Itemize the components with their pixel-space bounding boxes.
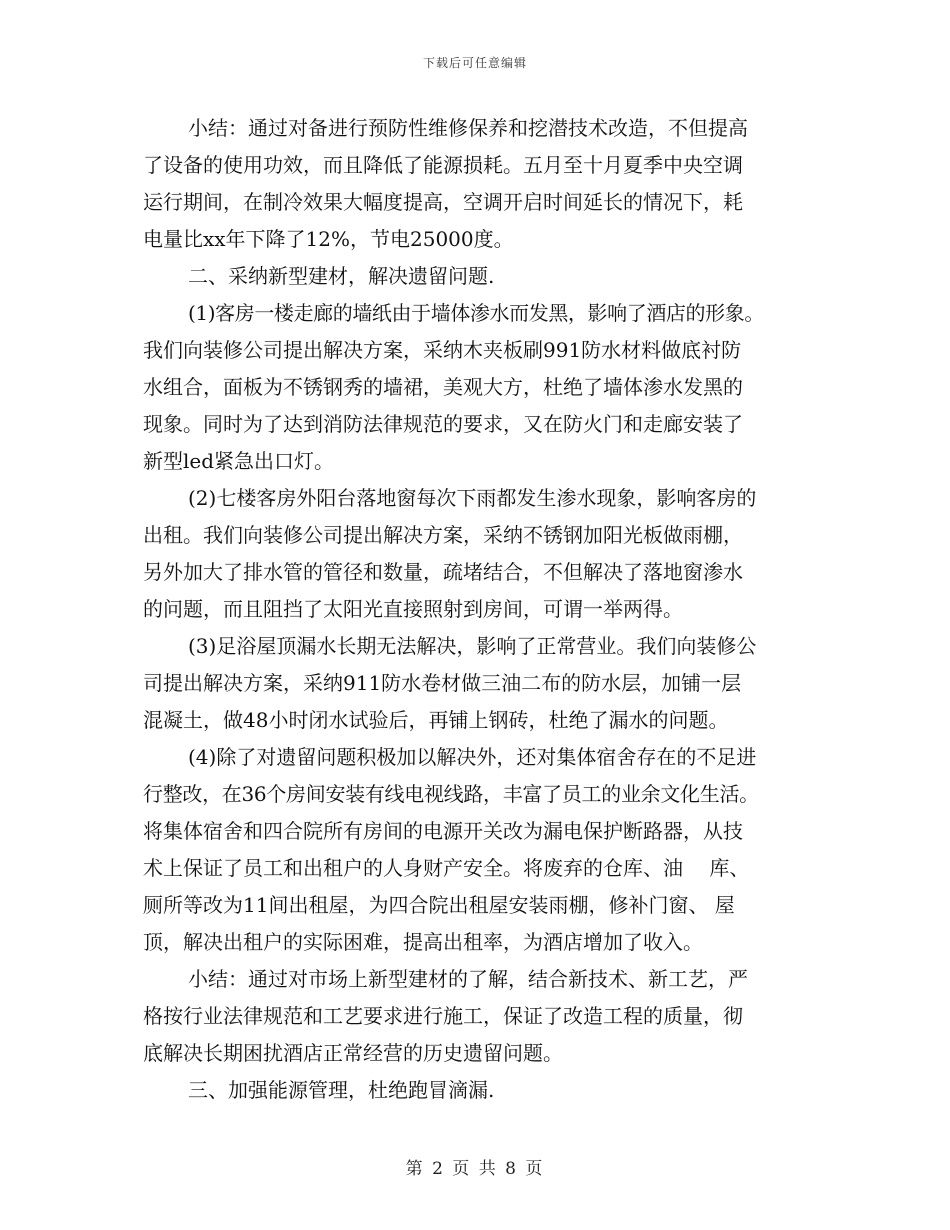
text-line: (3)足浴屋顶漏水长期无法解决，影响了正常营业。我们向装修公 bbox=[188, 634, 757, 658]
text-line: 小结：通过对备进行预防性维修保养和挖潜技术改造，不但提高 bbox=[188, 116, 748, 140]
text-line: 运行期间，在制冷效果大幅度提高，空调开启时间延长的情况下，耗 bbox=[143, 190, 743, 214]
text-line: (1)客房一楼走廊的墙纸由于墙体渗水而发黑，影响了酒店的形象。 bbox=[188, 301, 764, 325]
text-line: 将集体宿舍和四合院所有房间的电源开关改为漏电保护断路器，从技 bbox=[143, 819, 743, 843]
text-line: 现象。同时为了达到消防法律规范的要求，又在防火门和走廊安装了 bbox=[143, 412, 743, 436]
text-line: 的问题，而且阻挡了太阳光直接照射到房间，可谓一举两得。 bbox=[143, 597, 683, 621]
text-line: 另外加大了排水管的管径和数量，疏堵结合，不但解决了落地窗渗水 bbox=[143, 560, 743, 584]
page-header: 下载后可任意编辑 bbox=[422, 56, 527, 70]
text-line: 水组合，面板为不锈钢秀的墙裙，美观大方，杜绝了墙体渗水发黑的 bbox=[143, 375, 743, 399]
text-line: 电量比xx年下降了12%，节电25000度。 bbox=[143, 227, 514, 251]
text-line: (4)除了对遗留问题积极加以解决外，还对集体宿舍存在的不足进 bbox=[188, 745, 757, 769]
section-heading: 三、加强能源管理，杜绝跑冒滴漏. bbox=[188, 1078, 495, 1102]
text-line: 顶，解决出租户的实际困难，提高出租率，为酒店增加了收入。 bbox=[143, 930, 703, 954]
page-number: 第 2 页 共 8 页 bbox=[405, 1159, 545, 1179]
text-line: 格按行业法律规范和工艺要求进行施工，保证了改造工程的质量，彻 bbox=[143, 1004, 743, 1028]
text-line: 小结：通过对市场上新型建材的了解，结合新技术、新工艺，严 bbox=[188, 967, 748, 991]
text-line: 司提出解决方案，采纳911防水卷材做三油二布的防水层，加铺一层 bbox=[143, 671, 742, 695]
text-line: 我们向装修公司提出解决方案，采纳木夹板刷991防水材料做底衬防 bbox=[143, 338, 742, 362]
text-line: (2)七楼客房外阳台落地窗每次下雨都发生渗水现象，影响客房的 bbox=[188, 486, 757, 510]
text-line: 新型led紧急出口灯。 bbox=[143, 449, 335, 473]
text-line: 术上保证了员工和出租户的人身财产安全。将废弃的仓库、油 库、 bbox=[143, 856, 750, 880]
text-line: 底解决长期困扰酒店正常经营的历史遗留问题。 bbox=[143, 1041, 563, 1065]
text-line: 混凝土，做48小时闭水试验后，再铺上钢砖，杜绝了漏水的问题。 bbox=[143, 708, 729, 732]
text-line: 出租。我们向装修公司提出解决方案，采纳不锈钢加阳光板做雨棚， bbox=[143, 523, 743, 547]
text-line: 厕所等改为11间出租屋，为四合院出租屋安装雨棚，修补门窗、 屋 bbox=[143, 893, 735, 917]
text-line: 行整改，在36个房间安装有线电视线路，丰富了员工的业余文化生活。 bbox=[143, 782, 759, 806]
text-line: 了设备的使用功效，而且降低了能源损耗。五月至十月夏季中央空调 bbox=[143, 153, 743, 177]
section-heading: 二、采纳新型建材，解决遗留问题. bbox=[188, 264, 495, 288]
document-body bbox=[143, 110, 823, 1109]
